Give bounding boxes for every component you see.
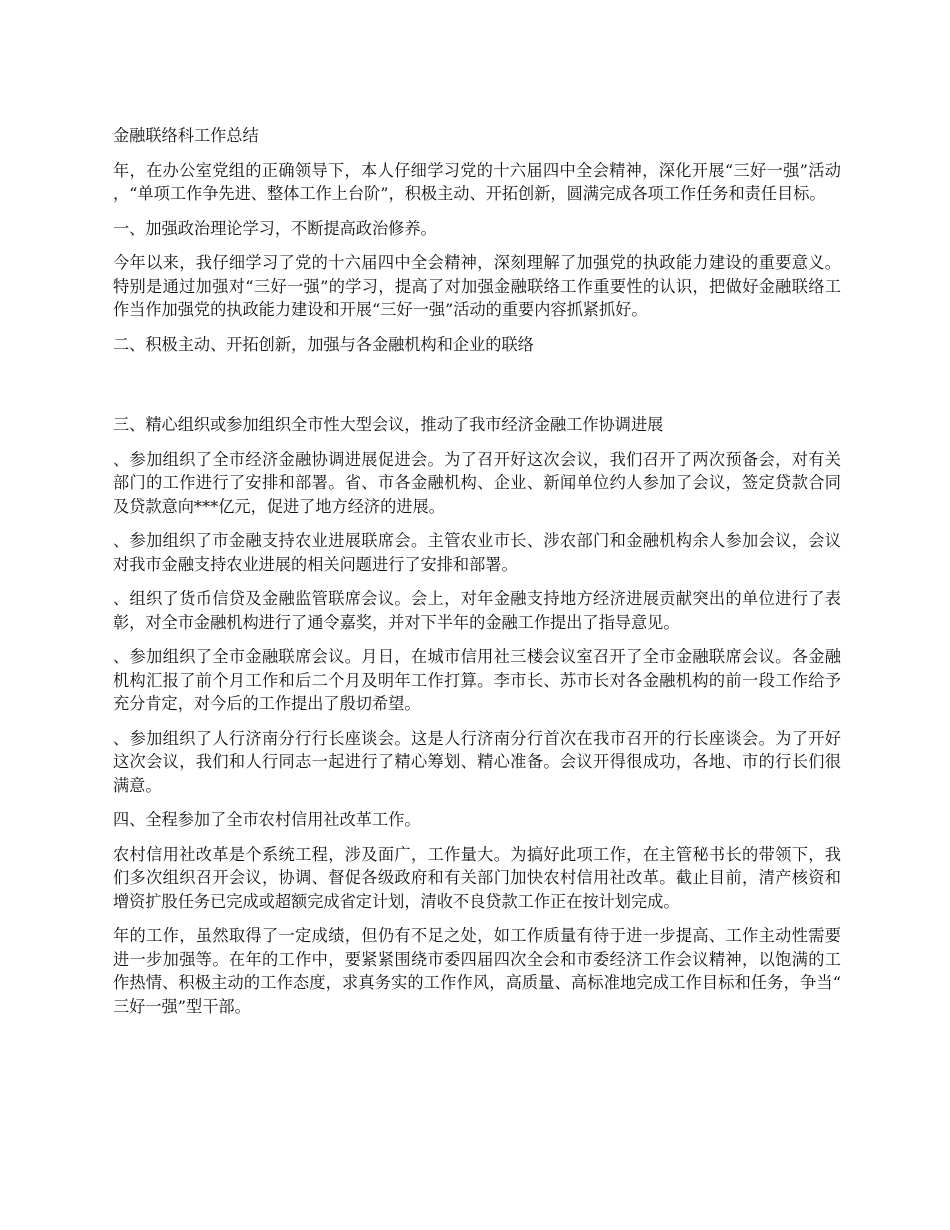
section-heading-3: 三、精心组织或参加组织全市性大型会议，推动了我市经济金融工作协调进展 — [113, 415, 664, 434]
document-title: 金融联络科工作总结 — [113, 126, 259, 145]
meeting-item-1: 、参加组织了全市经济金融协调进展促进会。为了召开好这次会议，我们召开了两次预备会，对有关部门的工作进行了安排和部署。省、市各金融机构、企业、新闻单位约人参加了会议，签定贷款合同及贷款意向***亿元，促进了地方经济的进展。 — [113, 449, 841, 516]
meeting-item-2: 、参加组织了市金融支持农业进展联席会。主管农业市长、涉农部门和金融机构余人参加会议，会议对我市金融支持农业进展的相关问题进行了安排和部署。 — [113, 531, 841, 574]
section-heading-1: 一、加强政治理论学习，不断提高政治修养。 — [113, 218, 437, 238]
meeting-item-3: 、组织了货币信贷及金融监管联席会议。会上，对年金融支持地方经济进展贡献突出的单位进行了表彰，对全市金融机构进行了通令嘉奖，并对下半年的金融工作提出了指导意见。 — [113, 589, 841, 632]
section-1-paragraph: 今年以来，我仔细学习了党的十六届四中全会精神，深刻理解了加强党的执政能力建设的重要意义。特别是通过加强对“三好一强”的学习，提高了对加强金融联络工作重要性的认识，把做好金融联络工作当作加强党的执政能力建设和开展“三好一强”活动的重要内容抓紧抓好。 — [113, 253, 841, 319]
conclusion-paragraph: 年的工作，虽然取得了一定成绩，但仍有不足之处，如工作质量有待于进一步提高、工作主动性需要进一步加强等。在年的工作中，要紧紧围绕市委四届四次全会和市委经济工作会议精神，以饱满的工作热情、积极主动的工作态度，求真务实的工作作风，高质量、高标准地完成工作目标和任务，争当“三好一强”型干部。 — [113, 926, 841, 1016]
section-heading-2: 二、积极主动、开拓创新，加强与各金融机构和企业的联络 — [113, 334, 534, 354]
section-4-paragraph: 农村信用社改革是个系统工程，涉及面广，工作量大。为搞好此项工作，在主管秘书长的带领下，我们多次组织召开会议，协调、督促各级政府和有关部门加快农村信用社改革。截止目前，清产核资和增资扩股任务已完成或超额完成省定计划，清收不良贷款工作正在按计划完成。 — [113, 844, 841, 911]
meeting-item-4: 、参加组织了全市金融联席会议。月日，在城市信用社三楼会议室召开了全市金融联席会议。各金融机构汇报了前个月工作和后二个月及明年工作打算。李市长、苏市长对各金融机构的前一段工作给予充分肯定，对今后的工作提出了殷切希望。 — [113, 647, 841, 713]
document-page — [113, 124, 841, 1018]
section-heading-4: 四、全程参加了全市农村信用社改革工作。 — [113, 810, 421, 829]
intro-paragraph: 年，在办公室党组的正确领导下，本人仔细学习党的十六届四中全会精神，深化开展“三好一强”活动，“单项工作争先进、整体工作上台阶”，积极主动、开拓创新，圆满完成各项工作任务和责任目标。 — [113, 160, 841, 203]
meeting-item-5: 、参加组织了人行济南分行行长座谈会。这是人行济南分行首次在我市召开的行长座谈会。为了开好这次会议，我们和人行同志一起进行了精心筹划、精心准备。会议开得很成功，各地、市的行长们很满意。 — [113, 728, 841, 795]
